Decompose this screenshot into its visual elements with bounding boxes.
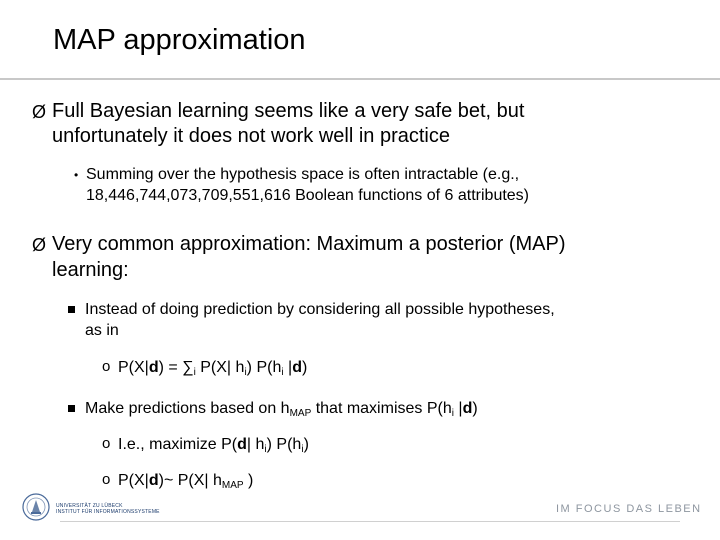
bullet-line: Full Bayesian learning seems like a very safe bet, but	[52, 100, 525, 122]
bullet-line: Instead of doing prediction by considering all possible hypotheses,	[85, 301, 555, 318]
square-bullet-icon	[68, 306, 75, 313]
bullet-line: Very common approximation: Maximum a posterior (MAP)	[52, 233, 566, 255]
formula-text: P(X|d) = ∑i P(X| hi) P(hi |d)	[118, 359, 308, 378]
arrow-bullet-icon: Ø	[32, 235, 47, 255]
bullet-line: as in	[85, 322, 119, 339]
dot-bullet-icon: •	[74, 168, 79, 182]
title-divider	[0, 78, 720, 80]
university-name-line: UNIVERSITÄT ZU LÜBECK	[56, 503, 123, 509]
circle-bullet-icon: o	[102, 471, 111, 488]
university-name	[56, 503, 160, 515]
square-bullet-icon	[68, 405, 75, 412]
arrow-bullet-icon: Ø	[32, 102, 47, 122]
bullet-line: Summing over the hypothesis space is often intractable (e.g.,	[86, 166, 520, 183]
formula-text: P(X|d)~ P(X| hMAP )	[118, 472, 254, 491]
circle-bullet-icon: o	[102, 435, 111, 452]
bullet-text: Make predictions based on hMAP that maximises P(hi |d)	[85, 400, 478, 419]
circle-bullet-icon: o	[102, 358, 111, 375]
bullet-line: learning:	[52, 259, 129, 281]
bullet-text: I.e., maximize P(d| hi) P(hi)	[118, 436, 309, 455]
bullet-line: unfortunately it does not work well in practice	[52, 125, 450, 147]
footer-motto: IM FOCUS DAS LEBEN	[556, 503, 702, 515]
institute-name-line: INSTITUT FÜR INFORMATIONSSYSTEME	[56, 509, 160, 515]
slide-title: MAP approximation	[53, 24, 306, 56]
footer-divider	[60, 521, 680, 522]
university-seal-icon	[22, 492, 50, 522]
bullet-line: 18,446,744,073,709,551,616 Boolean functions of 6 attributes)	[86, 187, 530, 204]
